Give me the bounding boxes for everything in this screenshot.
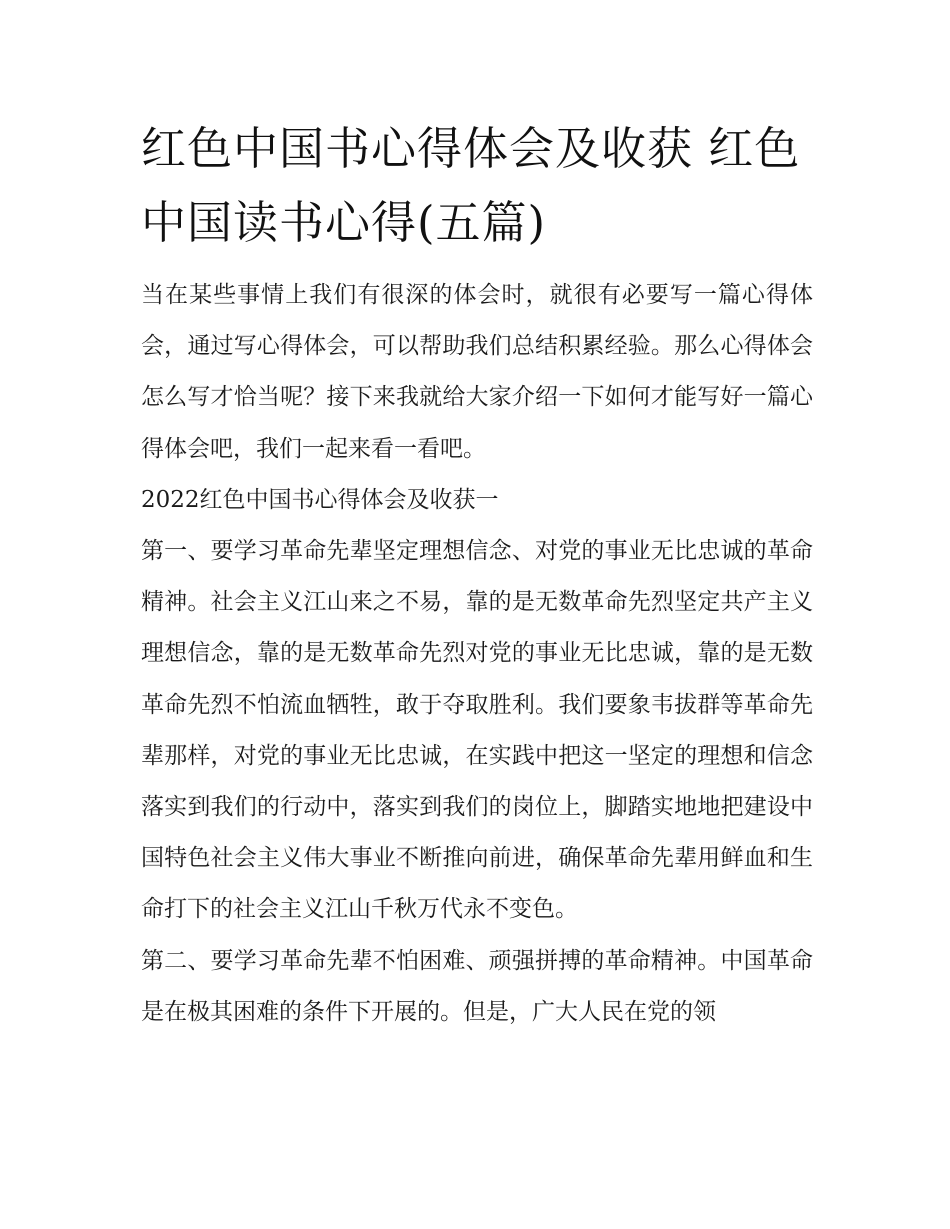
section-heading: 2022红色中国书心得体会及收获一	[141, 486, 499, 513]
body-paragraph-1: 第一、要学习革命先辈坚定理想信念、对党的事业无比忠诚的革命精神。社会主义江山来之不易，靠的是无数革命先烈坚定共产主义理想信念，靠的是无数革命先烈对党的事业无比忠诚，靠的是无数革命先烈不怕流血牺牲，敢于夺取胜利。我们要象韦拔群等革命先辈那样，对党的事业无比忠诚，在实践中把这一坚定的理想和信念落实到我们的行动中，落实到我们的岗位上，脚踏实地地把建设中国特色社会主义伟大事业不断推向前进，确保革命先辈用鲜血和生命打下的社会主义江山千秋万代永不变色。	[141, 538, 813, 923]
document-content	[141, 112, 813, 1038]
document-title: 红色中国书心得体会及收获 红色中国读书心得(五篇)	[141, 122, 801, 249]
intro-paragraph: 当在某些事情上我们有很深的体会时，就很有必要写一篇心得体会，通过写心得体会，可以帮助我们总结积累经验。那么心得体会怎么写才恰当呢？接下来我就给大家介绍一下如何才能写好一篇心得体会吧，我们一起来看一看吧。	[141, 282, 813, 462]
body-paragraph-2: 第二、要学习革命先辈不怕困难、顽强拼搏的革命精神。中国革命是在极其困难的条件下开展的。但是，广大人民在党的领	[141, 947, 813, 1025]
